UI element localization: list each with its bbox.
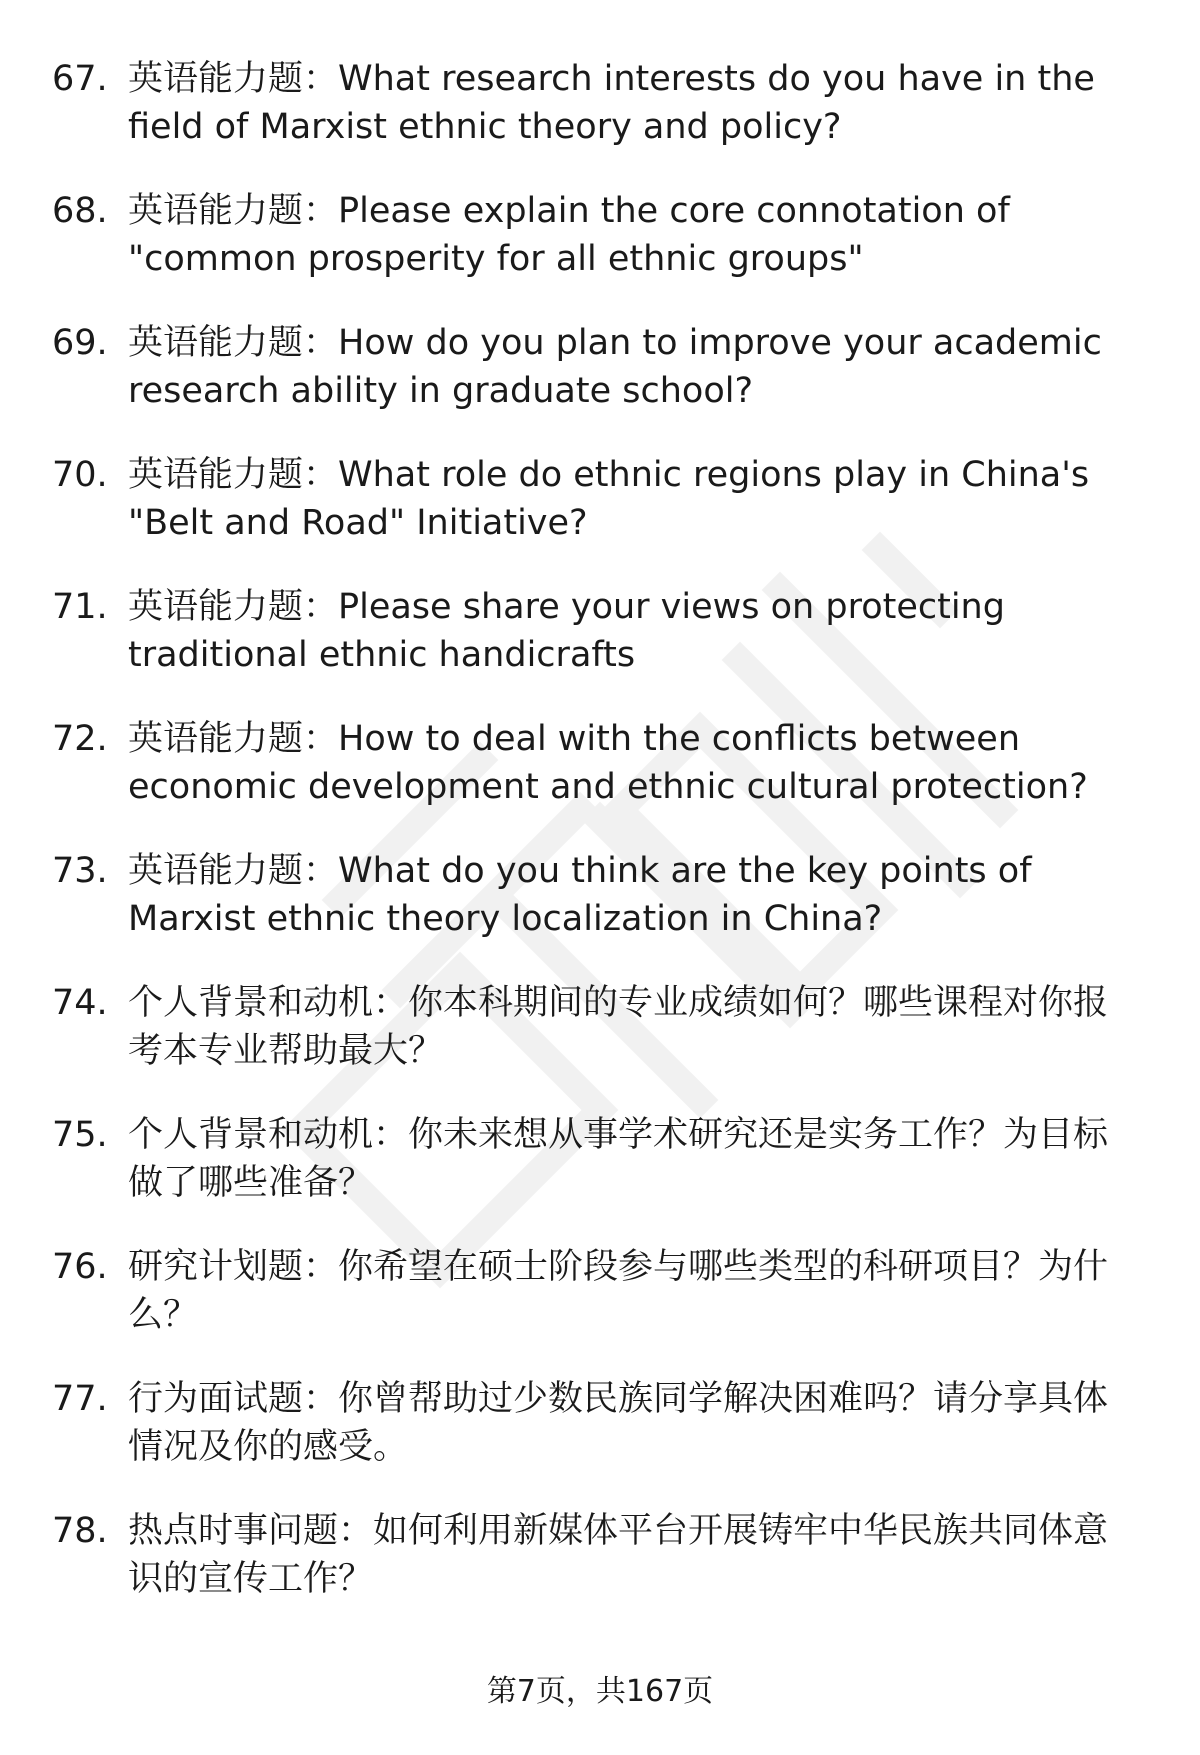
question-list [0,55,1200,1639]
question-text: 英语能力题：What do you think are the key points of Marxist ethnic theory localization in China? [128,851,1032,939]
question-item [0,319,1200,415]
question-item [0,583,1200,679]
question-number: 78. [52,1511,108,1551]
question-item [0,451,1200,547]
question-text: 个人背景和动机：你未来想从事学术研究还是实务工作？为目标做了哪些准备？ [128,1115,1109,1203]
question-number: 73. [52,851,108,891]
question-item [0,55,1200,151]
question-text: 英语能力题：Please share your views on protecting traditional ethnic handicrafts [128,587,1005,675]
question-text: 行为面试题：你曾帮助过少数民族同学解决困难吗？请分享具体情况及你的感受。 [128,1379,1109,1467]
question-text: 英语能力题：How to deal with the conflicts between economic development and ethnic cultural protection? [128,719,1088,807]
question-item [0,1243,1200,1339]
question-text: 英语能力题：What research interests do you have in the field of Marxist ethnic theory and policy? [128,59,1095,147]
question-text: 个人背景和动机：你本科期间的专业成绩如何？哪些课程对你报考本专业帮助最大？ [128,983,1109,1071]
question-item [0,1111,1200,1207]
question-text: 英语能力题：What role do ethnic regions play in China's "Belt and Road" Initiative? [128,455,1090,543]
question-number: 67. [52,59,108,99]
question-number: 75. [52,1115,108,1155]
question-number: 68. [52,191,108,231]
question-text: 热点时事问题：如何利用新媒体平台开展铸牢中华民族共同体意识的宣传工作？ [128,1511,1109,1599]
question-text: 英语能力题：Please explain the core connotation of "common prosperity for all ethnic groups" [128,191,1010,279]
question-number: 76. [52,1247,108,1287]
question-text: 英语能力题：How do you plan to improve your academic research ability in graduate school? [128,323,1102,411]
question-number: 77. [52,1379,108,1419]
question-item [0,1507,1200,1603]
question-number: 72. [52,719,108,759]
question-item [0,187,1200,283]
question-text: 研究计划题：你希望在硕士阶段参与哪些类型的科研项目？为什么？ [128,1247,1109,1335]
question-item [0,715,1200,811]
question-item [0,1375,1200,1471]
question-number: 74. [52,983,108,1023]
question-number: 69. [52,323,108,363]
question-item [0,847,1200,943]
question-number: 71. [52,587,108,627]
page-number-footer: 第7页，共167页 [486,1674,714,1709]
question-number: 70. [52,455,108,495]
question-item [0,979,1200,1075]
